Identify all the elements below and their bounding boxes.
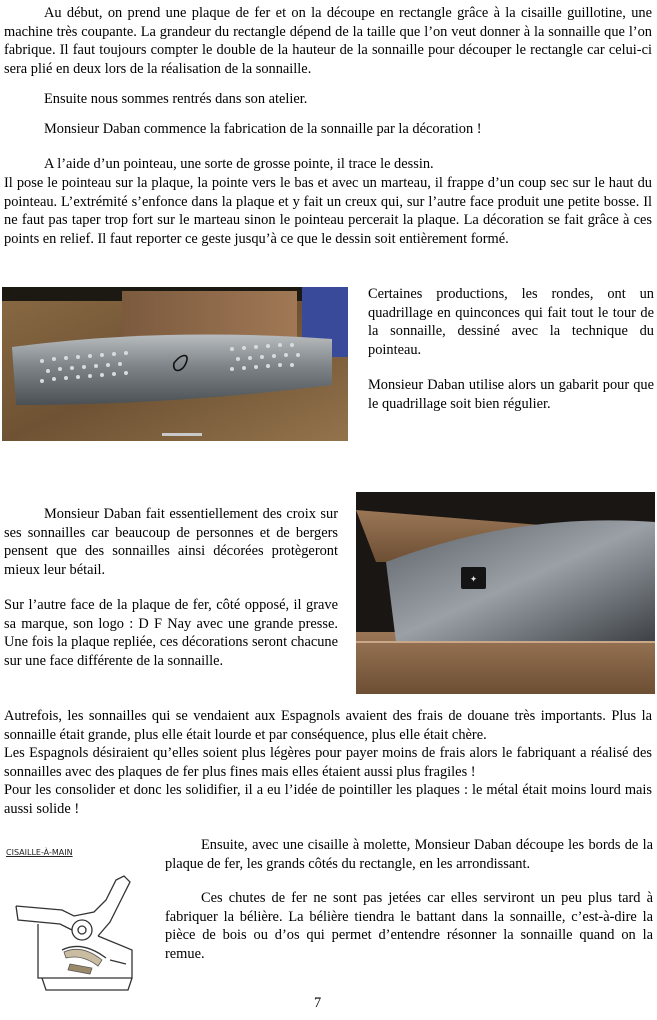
sketch-cisaille <box>2 840 162 1000</box>
paragraph-plaques-fines: Les Espagnols désiraient qu’elles soient plus légères pour payer moins de frais alors le fabriquant a réalisé des sonnailles avec des plaques de fer plus fines mais elles étaient aussi plus fragiles ! <box>4 745 652 780</box>
paragraph-solidifier: Pour les consolider et donc les solidifier, il a eu l’idée de pointiller les plaques : le métal était moins lourd mais aussi solide ! <box>4 782 652 817</box>
paragraph-gabarit: Monsieur Daban utilise alors un gabarit pour que le quadrillage soit bien régulier. <box>368 377 654 412</box>
svg-text:✦: ✦ <box>469 575 478 585</box>
paragraph-decoration: Monsieur Daban commence la fabrication de la sonnaille par la décoration ! <box>44 121 482 137</box>
page-number: 7 <box>314 995 322 1011</box>
photo-dotted-plate <box>2 287 348 441</box>
paragraph-espagnols: Autrefois, les sonnailles qui se vendaient aux Espagnols avaient des frais de douane très importants. Plus la sonnaille était grande, plus elle était lourde et par conséquence, plus elle était chère. <box>4 708 652 743</box>
paragraph-molette: Ensuite, avec une cisaille à molette, Monsieur Daban découpe les bords de la plaque de fer, les grands côtés du rectangle, en les arrondissant. <box>165 837 653 872</box>
paragraph-intro: Au début, on prend une plaque de fer et on la découpe en rectangle grâce à la cisaille guillotine, une machine très coupante. La grandeur du rectangle dépend de la taille que l’on veut donner à la sonnaille que l’on fabrique. Il faut toujours compter le double de la hauteur de la sonnaille pour découper le rectangle car celui-ci sera plié en deux lors de la réalisation de la sonnaille. <box>4 5 652 77</box>
paragraph-marque: Sur l’autre face de la plaque de fer, côté opposé, il grave sa marque, son logo : D F Nay avec une grande presse. Une fois la plaque repliée, ces décorations seront chacune sur une face différente de la sonnaille. <box>4 597 338 669</box>
sketch-caption: CISAILLE-À-MAIN <box>6 848 73 857</box>
paragraph-croix: Monsieur Daban fait essentiellement des croix sur ses sonnailles car beaucoup de personnes et de bergers pensent que des sonnailles ainsi décorées protègeront mieux leur bétail. <box>4 506 338 578</box>
paragraph-quadrillage: Certaines productions, les rondes, ont un quadrillage en quinconces qui fait tout le tour de la sonnaille, dessiné avec la technique du pointeau. <box>368 286 654 358</box>
paragraph-pointeau-intro: A l’aide d’un pointeau, une sorte de grosse pointe, il trace le dessin. <box>44 156 434 172</box>
paragraph-atelier: Ensuite nous sommes rentrés dans son atelier. <box>44 91 308 107</box>
paragraph-beliere: Ces chutes de fer ne sont pas jetées car elles serviront un peu plus tard à fabriquer la bélière. La bélière tiendra le battant dans la sonnaille, c’est-à-dire la pièce de bois ou d’os qui permet d’entendre résonner la sonnaille quand on la remue. <box>165 890 653 962</box>
photo-logo-press <box>356 492 655 694</box>
paragraph-pointeau: Il pose le pointeau sur la plaque, la pointe vers le bas et avec un marteau, il frappe d’un coup sec sur le haut du pointeau. L’extrémité s’enfonce dans la plaque et y fait un creux qui, sur l’autre face produit une petite bosse. Il ne faut pas taper trop fort sur le marteau sinon le pointeau percerait la plaque. La décoration se fait grâce à ces points en relief. Il faut reporter ce geste jusqu’à ce que le dessin soit entièrement formé. <box>4 175 652 247</box>
